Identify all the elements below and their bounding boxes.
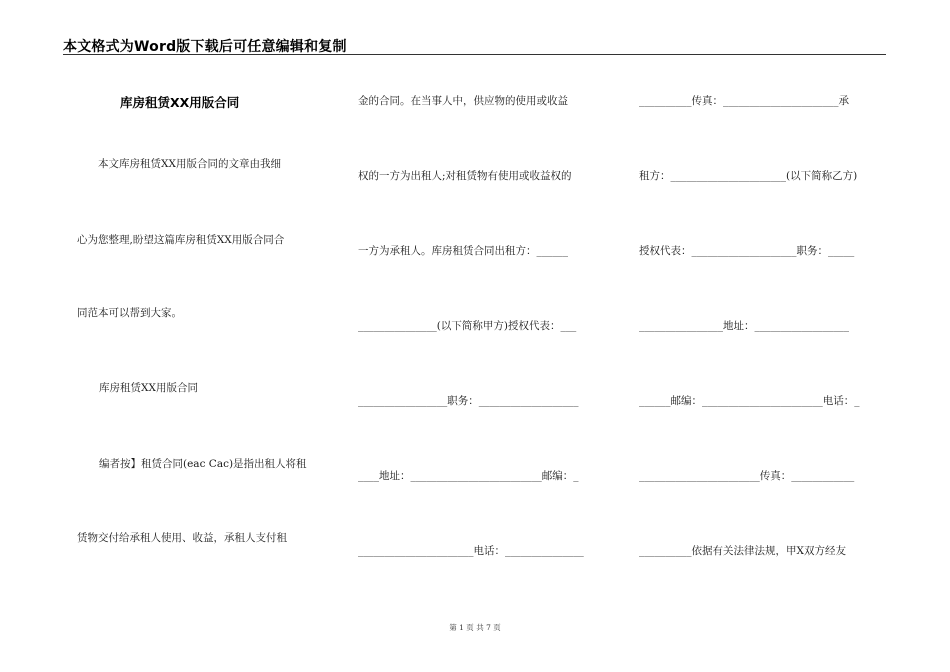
right-line: ________________地址：__________________: [639, 320, 849, 332]
document-title: 库房租赁XX用版合同: [120, 95, 240, 110]
middle-line: ______________________电话：_______________: [358, 545, 584, 557]
right-line: __________传真：______________________承: [639, 95, 849, 107]
right-line: __________依据有关法律法规，甲X双方经友: [639, 545, 846, 557]
right-line: ______邮编：_______________________电话：_: [639, 395, 860, 407]
left-line: 编者按】租赁合同(eac Cac)是指出租人将租: [99, 458, 307, 470]
middle-line: 金的合同。在当事人中，供应物的使用或收益: [358, 95, 568, 107]
middle-line: _______________(以下简称甲方)授权代表：___: [358, 320, 577, 332]
left-line: 心为您整理,盼望这篇库房租赁XX用版合同合: [77, 234, 285, 246]
left-line: 本文库房租赁XX用版合同的文章由我细: [98, 158, 281, 170]
middle-line: 权的一方为出租人;对租赁物有使用或收益权的: [358, 170, 572, 182]
right-line: 授权代表：____________________职务：_____: [639, 245, 855, 257]
middle-line: ____地址：_________________________邮编：_: [358, 470, 579, 482]
document-header: [63, 34, 886, 55]
middle-line: 一方为承租人。库房租赁合同出租方：______: [358, 245, 568, 257]
left-line: 库房租赁XX用版合同: [99, 382, 198, 394]
middle-line: _________________职务：___________________: [358, 395, 579, 407]
left-line: 同范本可以帮到大家。: [77, 307, 182, 319]
header-text: 本文格式为Word版下载后可任意编辑和复制: [63, 39, 347, 55]
right-line: _______________________传真：____________: [639, 470, 855, 482]
page-number: 第 1 页 共 7 页: [449, 623, 501, 632]
right-line: 租方：______________________(以下简称乙方): [639, 170, 858, 182]
left-line: 赁物交付给承租人使用、收益，承租人支付租: [77, 532, 287, 544]
